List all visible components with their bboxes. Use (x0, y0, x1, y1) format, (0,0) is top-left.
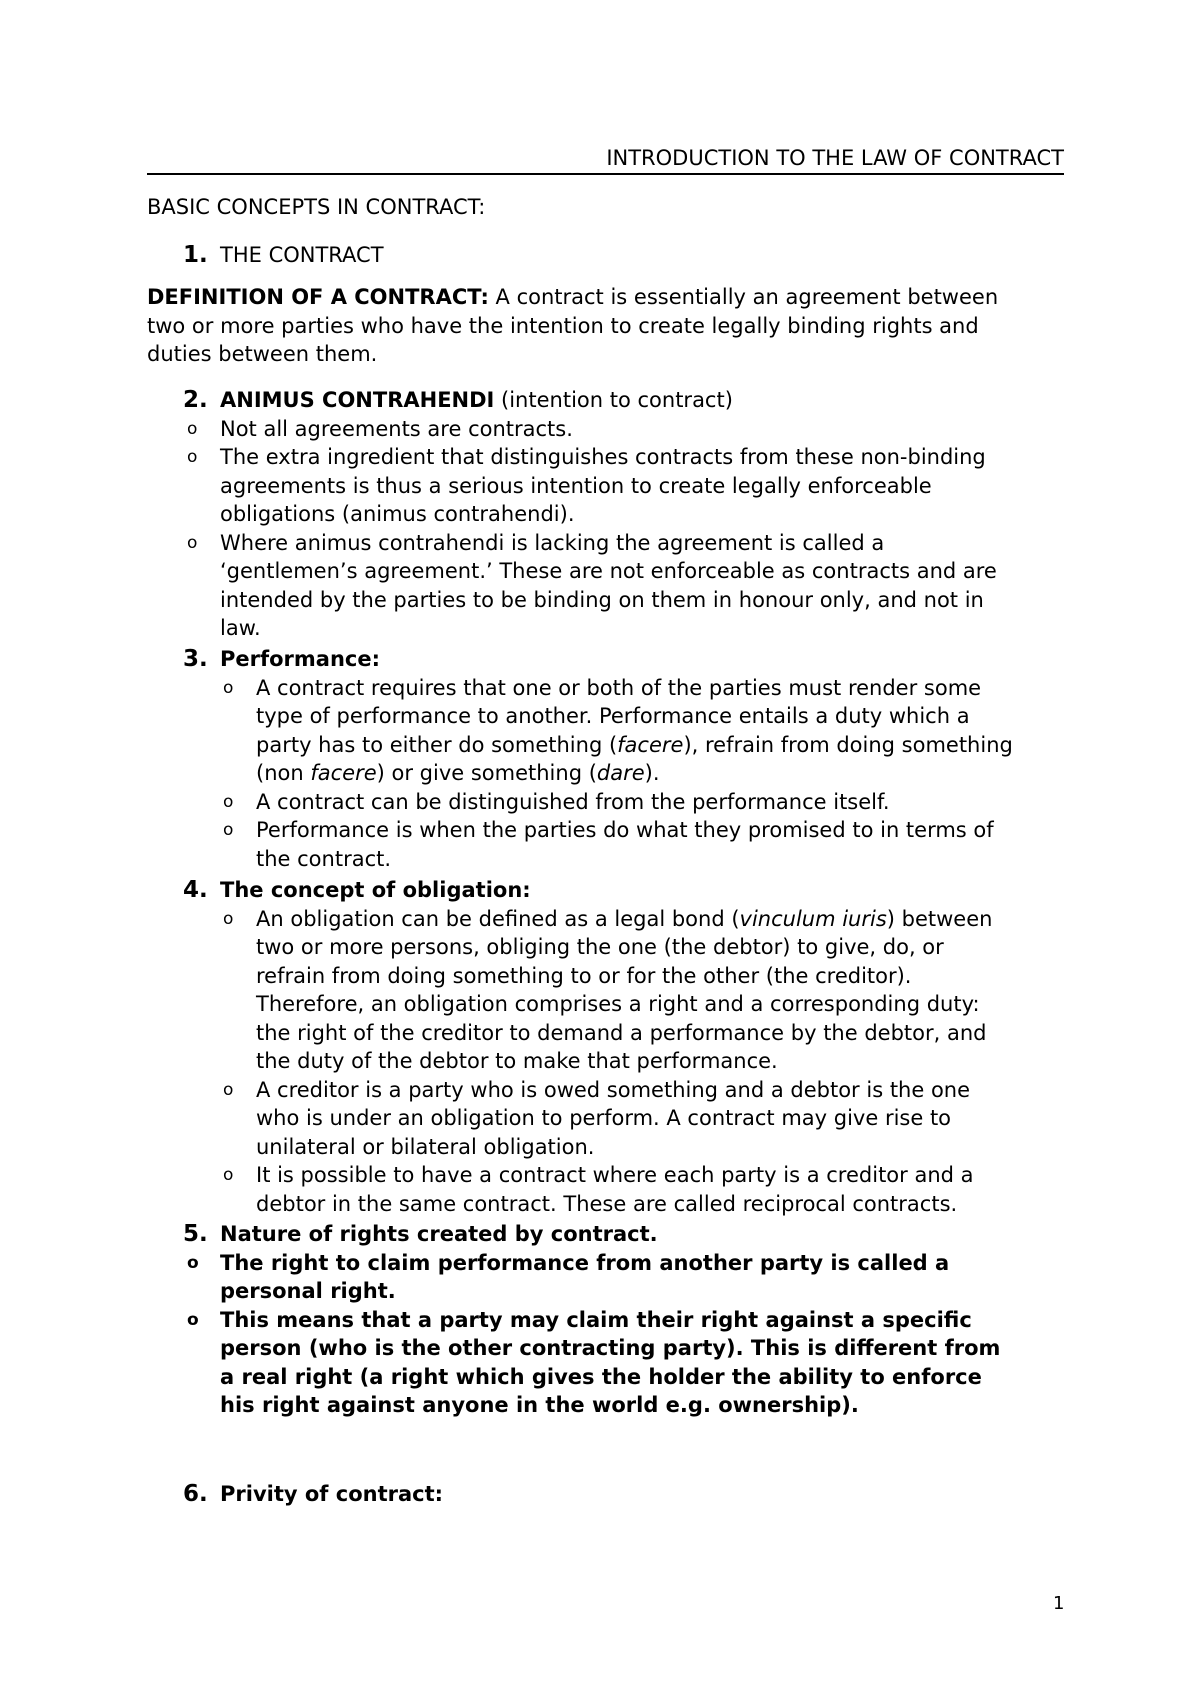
section-5-title: Nature of rights created by contract. (220, 1222, 658, 1246)
section-2-heading (147, 386, 1064, 415)
bullet-text: ‘gentlemen’s agreement.’ These are not enforceable as contracts and are (220, 559, 997, 583)
section-4-title: The concept of obligation: (220, 878, 531, 902)
bullet-text: Not all agreements are contracts. (220, 416, 573, 441)
list-item (147, 674, 1064, 788)
bullet-text: type of performance to another. Performance entails a duty which a (256, 704, 970, 728)
bullet-text: debtor in the same contract. These are called reciprocal contracts. (256, 1191, 958, 1216)
bullet-mark: o (223, 1079, 234, 1100)
bullet-text: his right against anyone in the world e.g. ownership). (220, 1393, 859, 1417)
list-item (147, 905, 1064, 1076)
bullet-text: The extra ingredient that distinguishes contracts from these non-binding (220, 445, 986, 469)
bullet-mark: o (187, 447, 198, 467)
bullet-text: refrain from doing something to or for the other (the creditor). (256, 963, 912, 988)
section-4 (147, 876, 1064, 1218)
bullet-mark: o (223, 1165, 234, 1185)
list-item (147, 788, 1064, 817)
list-item (147, 1076, 1064, 1162)
latin-term: facere (617, 732, 684, 757)
page-number: 1 (1053, 1593, 1065, 1614)
list-item (147, 529, 1064, 643)
bullet-text: obligations (animus contrahendi). (220, 502, 575, 526)
section-2-subtitle: (intention to contract) (494, 388, 733, 412)
section-heading: BASIC CONCEPTS IN CONTRACT: (147, 195, 486, 219)
section-1-title: THE CONTRACT (220, 243, 384, 267)
bullet-text: The right to claim performance from another party is called a (220, 1250, 950, 1275)
section-2 (147, 386, 1064, 643)
list-item (147, 816, 1064, 873)
bullet-mark: o (187, 1309, 199, 1330)
definition-paragraph (147, 283, 1064, 369)
bullet-text: An obligation can be defined as a legal bond ( (256, 906, 740, 931)
bullet-text: A creditor is a party who is owed something and a debtor is the one (256, 1077, 971, 1102)
list-item (147, 1306, 1064, 1420)
list-item (147, 1161, 1064, 1218)
bullet-mark: o (187, 418, 198, 439)
section-3 (147, 645, 1064, 873)
bullet-text: ) between (886, 906, 993, 931)
section-5-number: 5. (183, 1221, 208, 1247)
bullet-text: two or more persons, obliging the one (the debtor) to give, do, or (256, 935, 944, 959)
bullet-text: ), refrain from doing something (683, 732, 1013, 757)
bullet-text: unilateral or bilateral obligation. (256, 1134, 595, 1159)
bullet-text: ) or give something ( (376, 761, 597, 785)
section-5-heading (147, 1220, 1064, 1249)
bullet-text: Where animus contrahendi is lacking the agreement is called a (220, 530, 885, 555)
section-2-number: 2. (183, 387, 208, 413)
list-item (147, 443, 1064, 529)
bullet-text: A contract can be distinguished from the performance itself. (256, 789, 890, 814)
bullet-text: who is under an obligation to perform. A contract may give rise to (256, 1106, 952, 1130)
bullet-text: Therefore, an obligation comprises a right and a corresponding duty: (256, 992, 980, 1016)
section-6-heading (147, 1480, 1064, 1509)
definition-line-1: A contract is essentially an agreement between (488, 285, 999, 309)
bullet-text: the contract. (256, 846, 392, 871)
bullet-mark: o (223, 791, 234, 812)
latin-term: dare (596, 761, 645, 785)
bullet-mark: o (187, 532, 198, 553)
latin-term: facere (310, 761, 377, 785)
section-4-number: 4. (183, 877, 208, 903)
bullet-mark: o (187, 1252, 199, 1273)
page-header (147, 144, 1064, 175)
bullet-text: Performance is when the parties do what they promised to in terms of (256, 818, 994, 842)
header-title: INTRODUCTION TO THE LAW OF CONTRACT (606, 146, 1064, 170)
definition-line-3: duties between them. (147, 342, 378, 366)
bullet-text: personal right. (220, 1279, 396, 1303)
bullet-text: It is possible to have a contract where each party is a creditor and a (256, 1163, 974, 1187)
bullet-text: party has to either do something ( (256, 732, 618, 757)
bullet-text: intended by the parties to be binding on them in honour only, and not in (220, 587, 984, 612)
bullet-text: law. (220, 616, 261, 640)
section-2-title: ANIMUS CONTRAHENDI (220, 388, 495, 412)
bullet-mark: o (223, 820, 234, 840)
bullet-mark: o (223, 677, 234, 698)
section-4-heading (147, 876, 1064, 905)
section-6-title: Privity of contract: (220, 1482, 444, 1506)
section-3-title: Performance: (220, 647, 381, 671)
bullet-text: (non (256, 761, 311, 785)
bullet-text: the duty of the debtor to make that performance. (256, 1049, 778, 1073)
section-6 (147, 1480, 1064, 1509)
definition-line-2: two or more parties who have the intention to create legally binding rights and (147, 313, 979, 338)
section-5 (147, 1220, 1064, 1420)
section-1-number: 1. (183, 242, 208, 268)
bullet-text: ). (644, 761, 660, 785)
bullet-text: agreements is thus a serious intention to create legally enforceable (220, 473, 932, 498)
bullet-text: A contract requires that one or both of the parties must render some (256, 675, 982, 700)
latin-term: vinculum iuris (739, 906, 887, 931)
bullet-mark: o (223, 908, 234, 929)
bullet-text: person (who is the other contracting party). This is different from (220, 1336, 1001, 1360)
section-3-heading (147, 645, 1064, 674)
section-1 (183, 241, 384, 270)
definition-label: DEFINITION OF A CONTRACT: (147, 285, 489, 309)
list-item (147, 415, 1064, 444)
bullet-text: This means that a party may claim their right against a specific (220, 1307, 972, 1332)
bullet-text: the right of the creditor to demand a performance by the debtor, and (256, 1020, 987, 1045)
section-3-number: 3. (183, 646, 208, 672)
section-6-number: 6. (183, 1481, 208, 1507)
list-item (147, 1249, 1064, 1306)
bullet-text: a real right (a right which gives the holder the ability to enforce (220, 1364, 982, 1389)
